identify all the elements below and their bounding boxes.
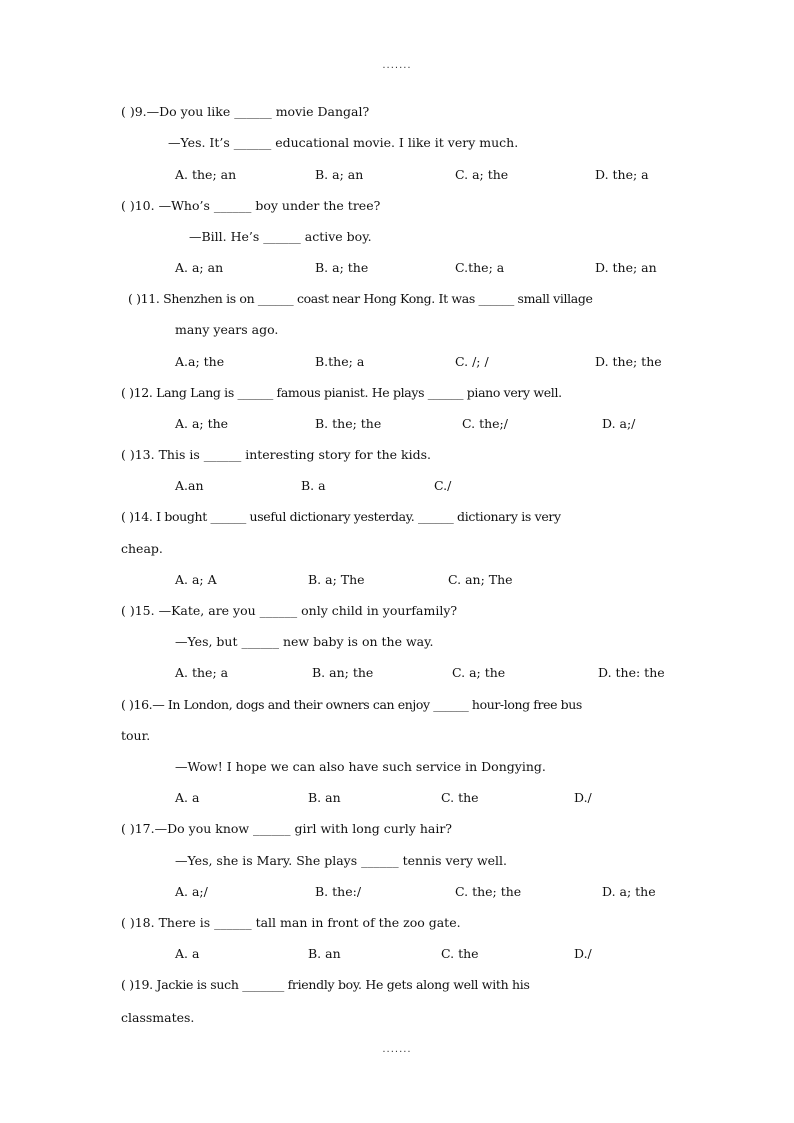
question-13-option-c: C./ <box>434 478 452 493</box>
question-14-option-c: C. an; The <box>448 572 513 587</box>
question-13-option-b: B. a <box>301 478 326 493</box>
question-16-option-d: D./ <box>574 790 592 805</box>
question-9-reply: —Yes. It’s ______ educational movie. I like it very much. <box>168 135 519 150</box>
question-16-option-c: C. the <box>441 790 479 805</box>
question-14-continuation: cheap. <box>121 541 163 556</box>
question-11-option-c: C. /; / <box>455 354 489 369</box>
question-17-option-b: B. the:/ <box>315 884 362 899</box>
question-11-continuation: many years ago. <box>175 322 279 337</box>
question-10-option-b: B. a; the <box>315 260 369 275</box>
question-12-option-d: D. a;/ <box>602 416 636 431</box>
question-12: ( )12. Lang Lang is ______ famous pianist. He plays ______ piano very well. <box>121 385 562 400</box>
question-16: ( )16.— In London, dogs and their owners can enjoy ______ hour-long free bus <box>121 697 582 712</box>
question-9-option-c: C. a; the <box>455 167 509 182</box>
question-10-option-d: D. the; an <box>595 260 657 275</box>
question-14: ( )14. I bought ______ useful dictionary yesterday. ______ dictionary is very <box>121 509 561 524</box>
question-11-option-d: D. the; the <box>595 354 662 369</box>
question-17-option-d: D. a; the <box>602 884 656 899</box>
question-12-option-c: C. the;/ <box>462 416 508 431</box>
question-17: ( )17.—Do you know ______ girl with long curly hair? <box>121 821 453 836</box>
question-15: ( )15. —Kate, are you ______ only child in yourfamily? <box>121 603 458 618</box>
question-12-option-a: A. a; the <box>175 416 229 431</box>
question-16-continuation: tour. <box>121 728 151 743</box>
question-18: ( )18. There is ______ tall man in front of the zoo gate. <box>121 915 461 930</box>
question-16-option-a: A. a <box>175 790 200 805</box>
question-15-option-c: C. a; the <box>452 665 506 680</box>
question-13: ( )13. This is ______ interesting story for the kids. <box>121 447 431 462</box>
question-15-option-a: A. the; a <box>175 665 229 680</box>
question-9-option-b: B. a; an <box>315 167 364 182</box>
question-11-option-b: B.the; a <box>315 354 365 369</box>
question-17-option-a: A. a;/ <box>175 884 208 899</box>
header-dots: ....... <box>382 60 412 71</box>
question-16-reply: —Wow! I hope we can also have such service in Dongying. <box>175 759 546 774</box>
question-15-option-d: D. the: the <box>598 665 665 680</box>
question-11: ( )11. Shenzhen is on ______ coast near Hong Kong. It was ______ small village <box>128 291 593 306</box>
question-15-reply: —Yes, but ______ new baby is on the way. <box>175 634 434 649</box>
question-14-option-a: A. a; A <box>175 572 217 587</box>
question-17-option-c: C. the; the <box>455 884 522 899</box>
question-10: ( )10. —Who’s ______ boy under the tree? <box>121 198 381 213</box>
question-12-option-b: B. the; the <box>315 416 382 431</box>
footer-dots: ....... <box>382 1044 412 1055</box>
question-9-option-d: D. the; a <box>595 167 649 182</box>
question-10-option-a: A. a; an <box>175 260 224 275</box>
question-15-option-b: B. an; the <box>312 665 374 680</box>
question-10-option-c: C.the; a <box>455 260 505 275</box>
question-17-reply: —Yes, she is Mary. She plays ______ tennis very well. <box>175 853 508 868</box>
question-16-option-b: B. an <box>308 790 341 805</box>
question-18-option-c: C. the <box>441 946 479 961</box>
question-19: ( )19. Jackie is such _______ friendly boy. He gets along well with his <box>121 977 530 992</box>
question-19-continuation: classmates. <box>121 1010 195 1025</box>
question-18-option-b: B. an <box>308 946 341 961</box>
question-14-option-b: B. a; The <box>308 572 365 587</box>
question-18-option-a: A. a <box>175 946 200 961</box>
question-10-reply: —Bill. He’s ______ active boy. <box>189 229 372 244</box>
question-13-option-a: A.an <box>175 478 204 493</box>
question-9-option-a: A. the; an <box>175 167 237 182</box>
question-9: ( )9.—Do you like ______ movie Dangal? <box>121 104 370 119</box>
question-18-option-d: D./ <box>574 946 592 961</box>
question-11-option-a: A.a; the <box>175 354 225 369</box>
